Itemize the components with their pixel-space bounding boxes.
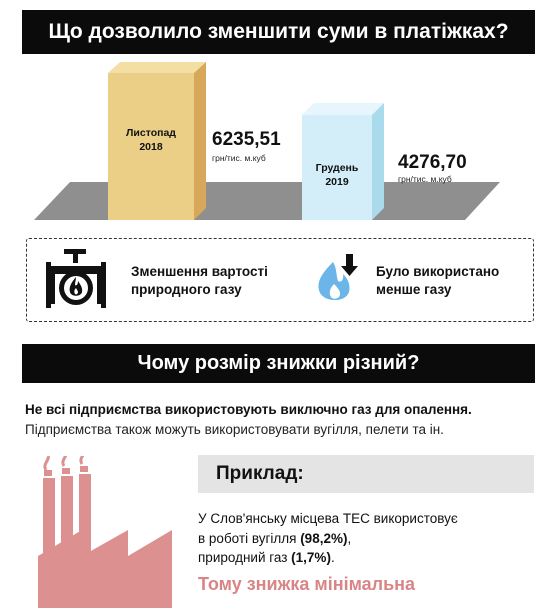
unit-after: грн/тис. м.куб xyxy=(398,174,452,184)
banner-bottom-title: Чому розмір знижки різний? xyxy=(137,352,420,374)
intro-bold-line: Не всі підприємства використовують виключно газ для опалення. xyxy=(25,402,472,417)
gas-pipe-valve-flame-icon xyxy=(44,246,110,312)
banner-top xyxy=(22,10,535,54)
feature-1-line2: природного газу xyxy=(131,281,242,297)
example-coal-share: (98,2%) xyxy=(300,530,348,546)
example-line3-post: . xyxy=(330,550,335,566)
bar-before-label xyxy=(108,126,194,154)
banner-bottom xyxy=(22,344,535,383)
intro-regular-line: Підприємства також можуть використовувати вугілля, пелети та ін. xyxy=(25,421,444,437)
bar-before-side xyxy=(194,62,206,220)
feature-2-line1: Було використано xyxy=(376,264,500,279)
feature-2-line2: менше газу xyxy=(376,281,452,297)
example-line1: У Слов'янську місцева ТЕС використовує xyxy=(198,511,458,526)
comparison-stage xyxy=(0,60,557,230)
bar-after-year: 2019 xyxy=(325,176,349,189)
bar-after-side xyxy=(372,103,384,220)
value-after: 4276,70 xyxy=(398,152,467,173)
feature-1-line1: Зменшення вартості xyxy=(131,264,268,279)
example-body xyxy=(198,509,538,568)
bar-after-label xyxy=(302,161,372,189)
example-line3-pre: природний газ xyxy=(198,550,292,566)
bar-before-month: Листопад xyxy=(126,127,176,139)
example-line2-post: , xyxy=(347,530,352,546)
banner-top-title: Що дозволило зменшити суми в платіжках? xyxy=(48,20,509,43)
intro-text xyxy=(25,400,535,439)
flame-arrow-down-icon xyxy=(311,250,361,308)
example-gas-share: (1,7%) xyxy=(291,550,331,566)
example-conclusion: Тому знижка мінімальна xyxy=(198,574,416,594)
value-before: 6235,51 xyxy=(212,129,281,150)
example-heading: Приклад: xyxy=(216,463,304,484)
feature-1-text xyxy=(131,263,268,298)
bar-before-year: 2018 xyxy=(139,141,163,154)
feature-2-text xyxy=(376,263,499,298)
bar-before-top xyxy=(108,62,206,73)
unit-before: грн/тис. м.куб xyxy=(212,153,266,163)
factory-icon xyxy=(30,456,180,608)
platform-shape xyxy=(34,182,500,220)
example-line2-pre: в роботі вугілля xyxy=(198,530,301,546)
bar-after-top xyxy=(302,103,384,115)
example-heading-box xyxy=(198,455,534,493)
bar-after-month: Грудень xyxy=(315,162,359,174)
